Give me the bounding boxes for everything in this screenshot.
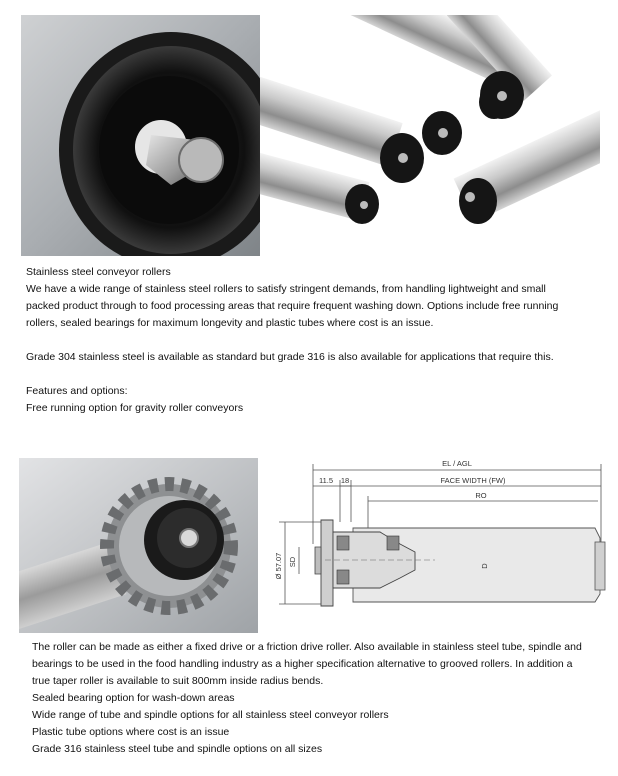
paragraph-line: rollers, sealed bearings for maximum longevity and plastic tubes where cost is an issue. <box>26 317 434 329</box>
roller-dimension-diagram <box>265 452 610 620</box>
sd-label: SD <box>288 556 297 568</box>
grade-note: Grade 304 stainless steel is available as standard but grade 316 is also available for applications that require this. <box>26 351 554 363</box>
el-agl-label: EL / AGL <box>442 459 472 468</box>
dim-11-5-label: 11.5 <box>318 476 334 485</box>
feature-item: Wide range of tube and spindle options for all stainless steel conveyor rollers <box>32 709 389 721</box>
dim-57-label: Ø 57.07 <box>274 552 283 580</box>
d-label: D <box>480 563 489 569</box>
paragraph-line: We have a wide range of stainless steel rollers to satisfy stringent demands, from handling lightweight and small <box>26 283 546 295</box>
features-heading: Features and options: <box>26 385 128 397</box>
face-width-label: FACE WIDTH (FW) <box>440 476 506 485</box>
dim-18-label: 18 <box>340 476 350 485</box>
paragraph-line: The roller can be made as either a fixed drive or a friction drive roller. Also available in stainless steel tube, spindle and <box>32 641 582 653</box>
feature-item: Plastic tube options where cost is an issue <box>32 726 230 738</box>
feature-item: Sealed bearing option for wash-down areas <box>32 692 235 704</box>
roller-end-closeup-photo <box>21 15 260 256</box>
paragraph-line: true taper roller is available to suit 800mm inside radius bends. <box>32 675 324 687</box>
feature-item: Grade 316 stainless steel tube and spindle options on all sizes <box>32 743 323 755</box>
paragraph-line: packed product through to food processing areas that require frequent washing down. Options include free running <box>26 300 559 312</box>
paragraph-line: bearings to be used in the food handling industry as a higher specification alternative to grooved rollers. In addition a <box>32 658 573 670</box>
sprocket-roller-photo <box>19 458 258 633</box>
section-heading: Stainless steel conveyor rollers <box>26 266 171 278</box>
stainless-rollers-group-photo <box>260 15 600 232</box>
feature-item: Free running option for gravity roller conveyors <box>26 402 244 414</box>
ro-label: RO <box>475 491 487 500</box>
